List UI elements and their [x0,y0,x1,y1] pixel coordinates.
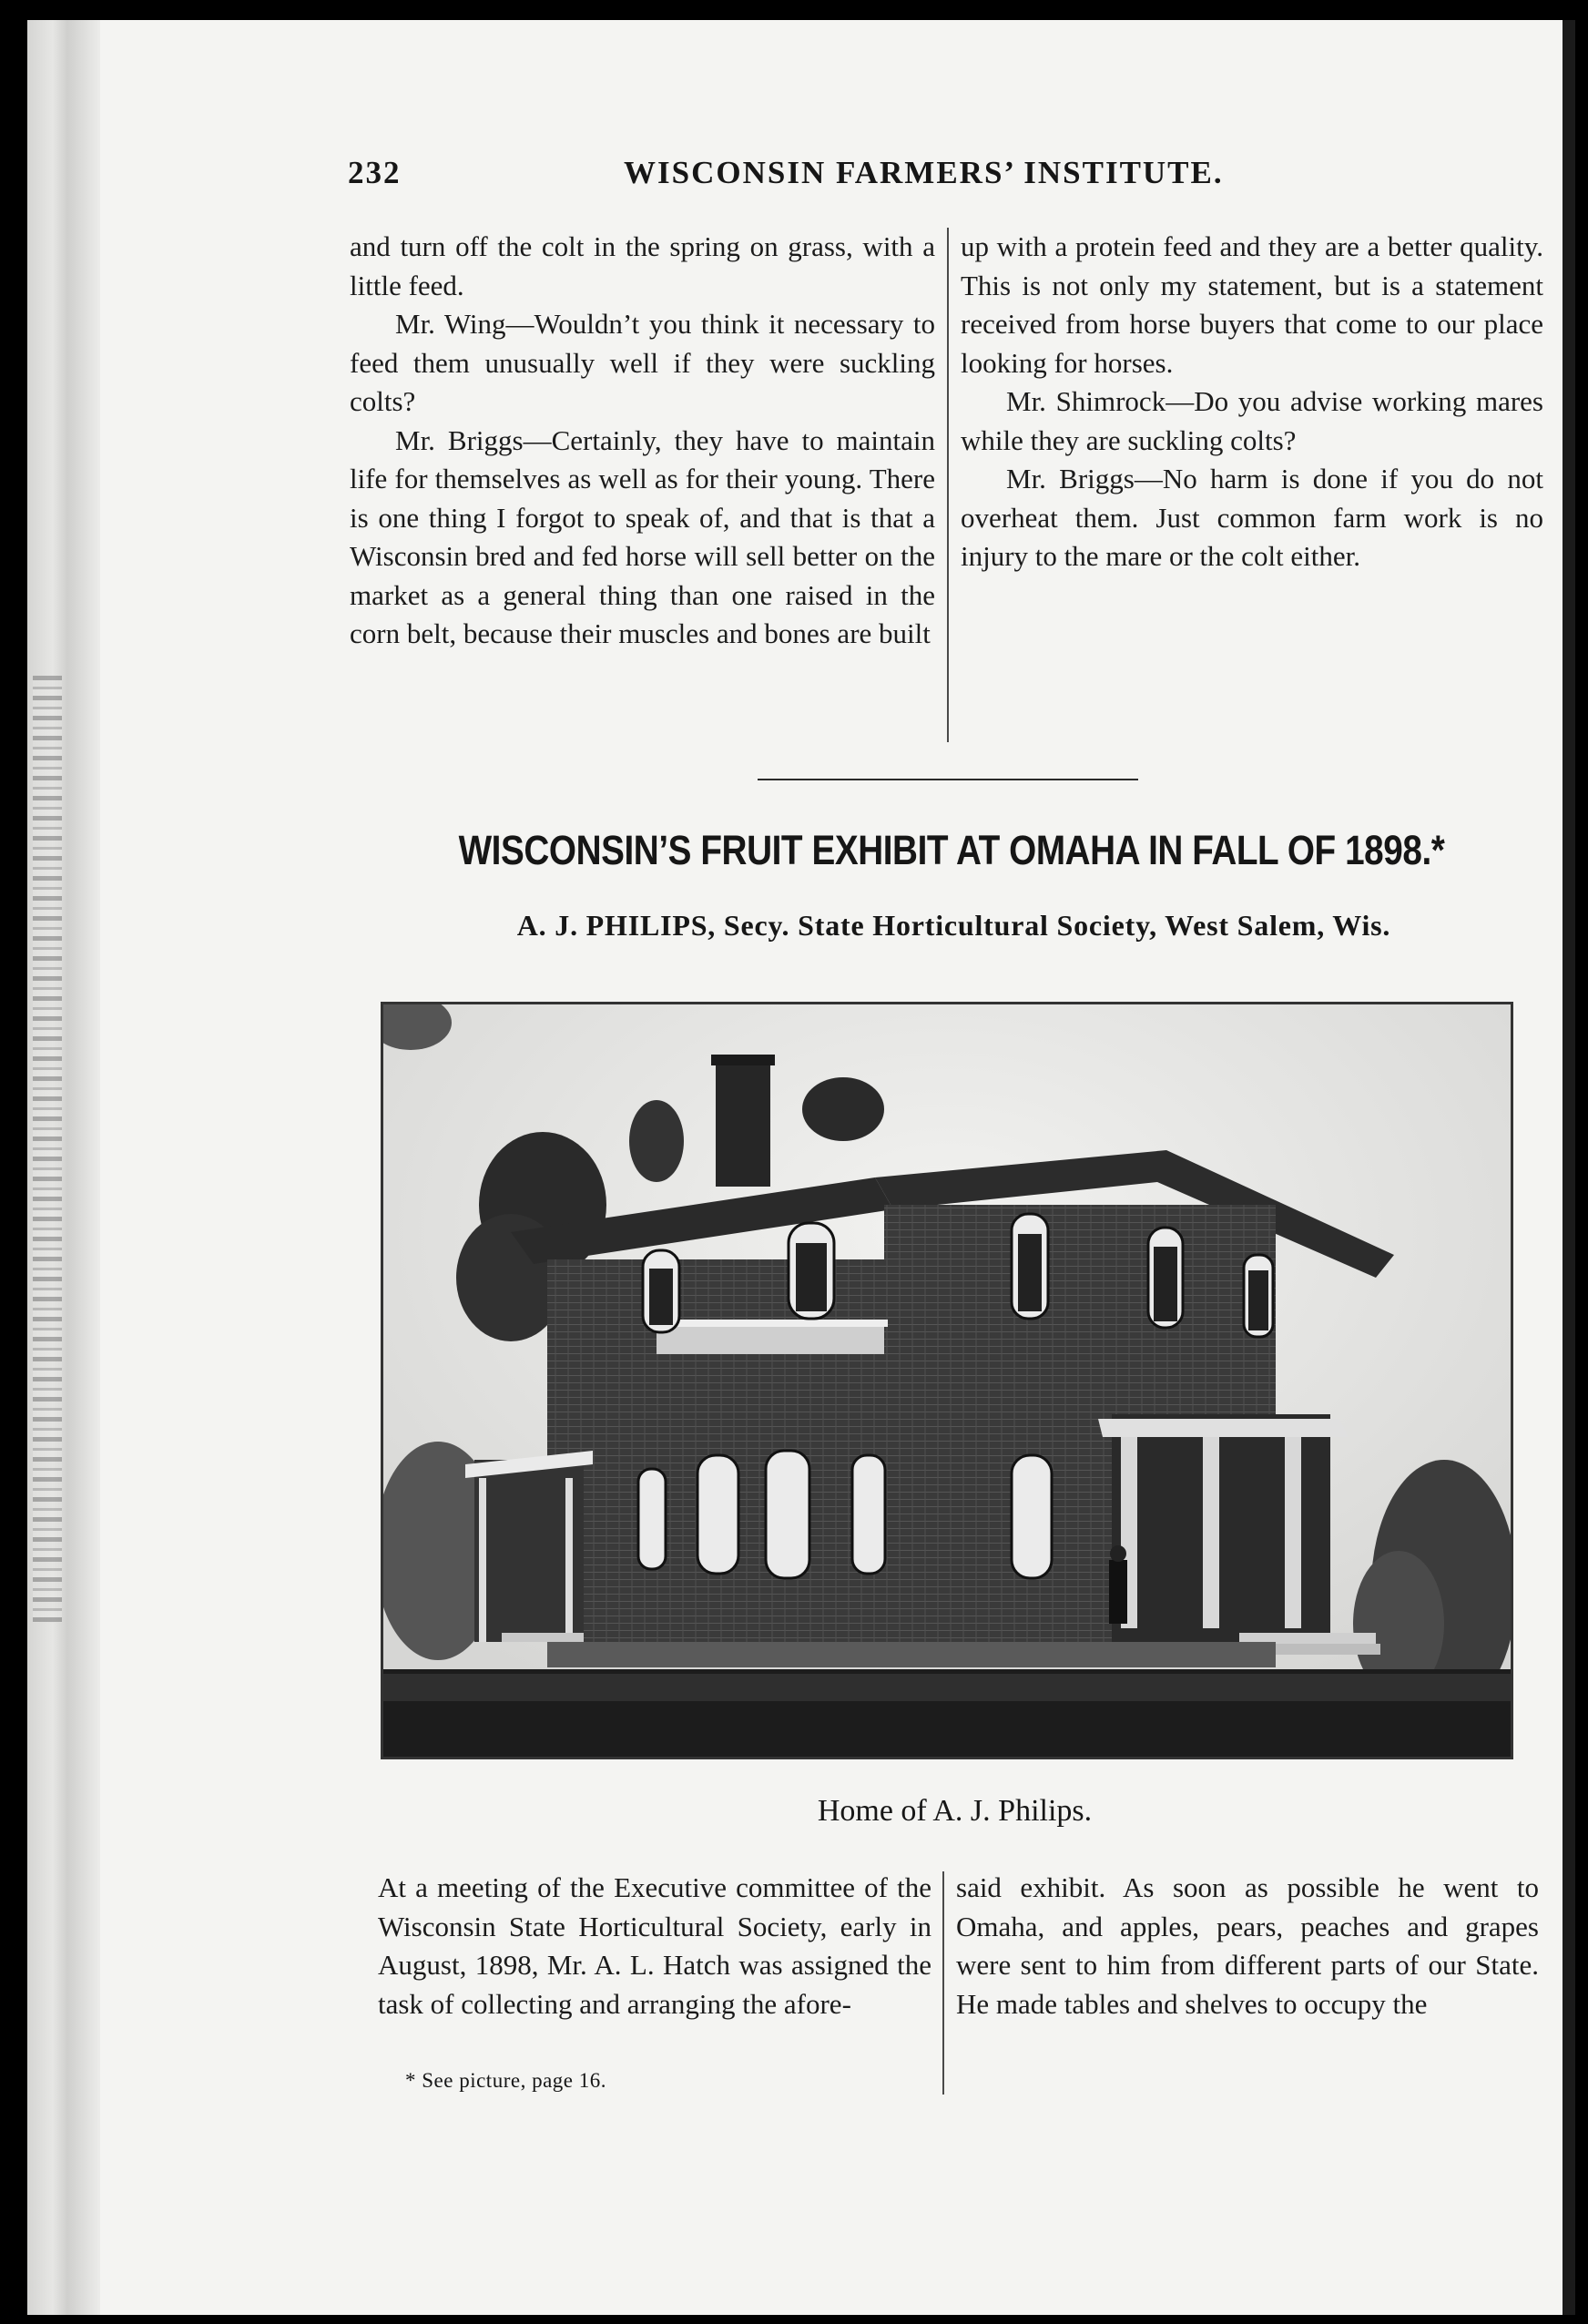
paragraph: Mr. Briggs—Certainly, they have to maintain life for themselves as well as for their young. There is one thing I forgot to speak of, and that is that a Wisconsin bred and fed horse will sell better on the market as a general thing than one raised in the corn belt, because their muscles and bones are built [350,423,935,649]
house-photo-illustration [383,1004,1511,1757]
article-title: WISCONSIN’S FRUIT EXHIBIT AT OMAHA IN FALL OF 1898.* [458,827,1445,873]
page-number: 232 [348,155,402,190]
page-edge-shadow [1563,20,1575,2315]
column-divider [942,1871,944,2095]
running-title: WISCONSIN FARMERS’ INSTITUTE. [624,155,1224,190]
column-divider [947,228,949,742]
article-byline: A. J. PHILIPS, Secy. State Horticultural Society, West Salem, Wis. [516,909,1391,942]
paragraph: Mr. Briggs—No harm is done if you do not overheat them. Just common farm work is no injury to the mare or the colt either. [961,463,1543,572]
house-photograph [381,1002,1513,1759]
bottom-right-column [956,1869,1539,2023]
paragraph: said exhibit. As soon as possible he went to Omaha, and apples, pears, peaches and grapes were sent to him from different parts of our State. He made tables and shelves to occupy the [956,1871,1539,2020]
footnote: * See picture, page 16. [405,2069,606,2092]
paragraph: up with a protein feed and they are a better quality. This is not only my statement, but is a statement received from horse buyers that come to our place looking for horses. [961,230,1543,379]
bottom-left-column [378,1869,931,2023]
paragraph: Mr. Wing—Wouldn’t you think it necessary to feed them unusually well if they were suckling colts? [350,308,935,417]
paragraph: Mr. Shimrock—Do you advise working mares while they are suckling colts? [961,385,1543,456]
running-header [348,155,1258,200]
top-right-column [961,228,1543,576]
section-divider [758,779,1138,780]
paragraph: At a meeting of the Executive committee of the Wisconsin State Horticultural Society, early in August, 1898, Mr. A. L. Hatch was assigned the task of collecting and arranging the afore- [378,1871,931,2020]
page-spine [27,20,100,2315]
photo-caption: Home of A. J. Philips. [817,1794,1093,1828]
paragraph: and turn off the colt in the spring on grass, with a little feed. [350,230,935,301]
top-left-column [350,228,935,654]
